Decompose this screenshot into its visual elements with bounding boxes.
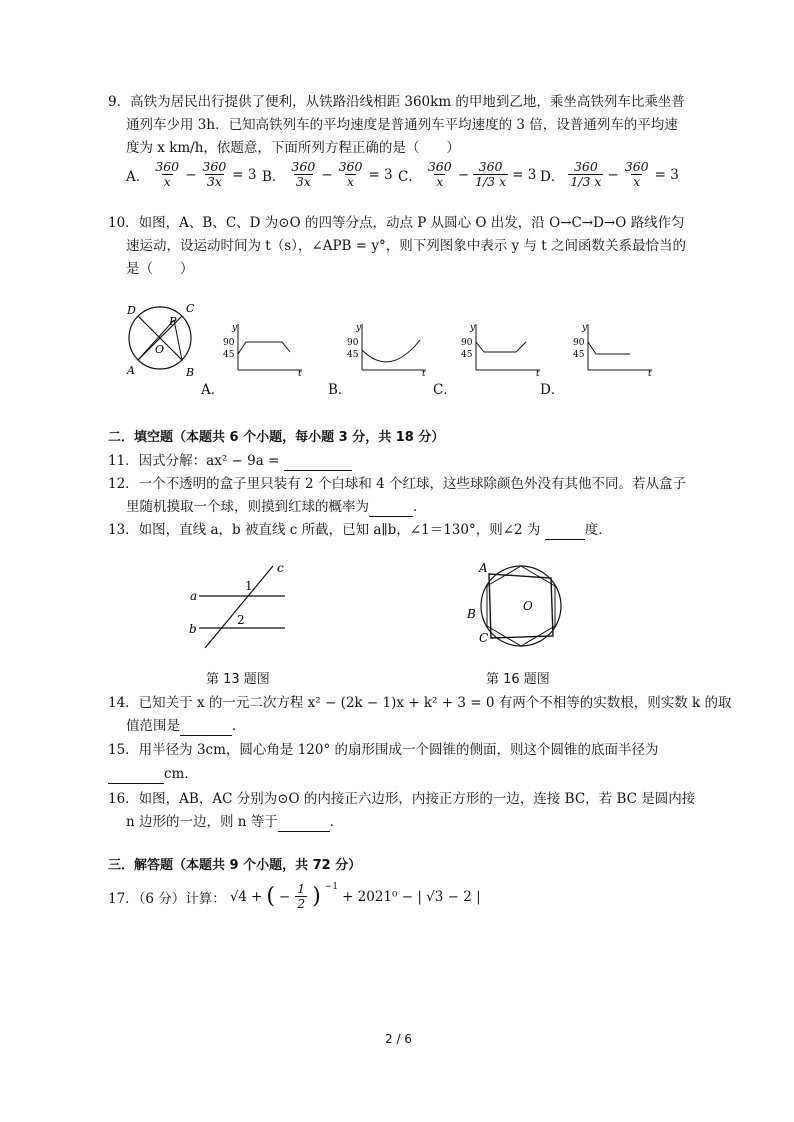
q17: 17．（6 分）计算： √4 + ( − $\frac{1}{2}$ ) $^{-1}$ + 2021⁰ − | √3 − 2 | <box>108 881 481 911</box>
svg-text:45: 45 <box>223 350 235 360</box>
q14-line1: 14．已知关于 x 的一元二次方程 x² − (2k − 1)x + k² + 3 = 0 有两个不相等的实数根，则实数 k 的取 <box>108 695 732 711</box>
q13-blank <box>545 525 585 540</box>
q11-blank <box>284 456 352 471</box>
svg-text:a: a <box>190 589 198 603</box>
q16-blank <box>278 817 330 832</box>
svg-text:C: C <box>479 631 489 645</box>
q10-circle-figure <box>118 298 208 380</box>
q16-figure <box>465 558 575 658</box>
page-number: 2 / 6 <box>385 1032 412 1046</box>
q10-choice-a: A． <box>201 382 225 398</box>
q12-blank <box>369 502 413 517</box>
q10-line2: 速运动，设运动时间为 t（s），∠APB = y°，则下列图象中表示 y 与 t 之间函数关系最恰当的 <box>126 238 686 254</box>
svg-text:t: t <box>648 369 652 376</box>
q10-choice-b: B． <box>328 382 352 398</box>
q9-line3: 度为 x km/h，依题意，下面所列方程正确的是（ ） <box>126 140 460 156</box>
svg-text:b: b <box>189 622 197 636</box>
label-b: B <box>186 366 195 379</box>
q10-graph-a <box>220 320 304 376</box>
label-a: A <box>127 364 135 377</box>
q16-line1: 16．如图，AB，AC 分别为⊙O 的内接正六边形，内接正方形的一边，连接 BC，若 BC 是圆内接 <box>108 791 696 807</box>
q10-graph-d <box>570 320 654 376</box>
q15-blank <box>108 769 164 784</box>
svg-text:90: 90 <box>461 338 473 348</box>
q11: 11．因式分解：ax² − 9a = <box>108 451 352 471</box>
q10-line3: 是（ ） <box>126 261 194 277</box>
svg-text:45: 45 <box>347 350 359 360</box>
svg-text:y: y <box>470 323 476 333</box>
svg-text:90: 90 <box>223 338 235 348</box>
q9-option-b: B． $\frac{360}{3x}$ − $\frac{360}{x}$ = 3 <box>262 159 393 189</box>
svg-text:90: 90 <box>347 338 359 348</box>
q10-choice-c: C． <box>433 382 457 398</box>
svg-text:2: 2 <box>237 613 245 627</box>
svg-text:c: c <box>277 561 284 575</box>
svg-text:t: t <box>298 369 302 376</box>
q10-graph-c <box>458 320 542 376</box>
svg-text:t: t <box>536 369 540 376</box>
svg-text:90: 90 <box>573 338 585 348</box>
q9-option-c: C． $\frac{360}{x}$ − $\frac{360}{1/3 x}$ = 3 <box>398 159 537 189</box>
q13-figure <box>185 560 295 652</box>
svg-text:B: B <box>467 607 476 621</box>
q15-line1: 15．用半径为 3cm，圆心角是 120° 的扇形围成一个圆锥的侧面，则这个圆锥的底面半径为 <box>108 742 659 758</box>
q13-caption: 第 13 题图 <box>206 672 270 687</box>
svg-text:y: y <box>582 323 588 333</box>
q10-choice-d: D． <box>540 382 565 398</box>
label-p: P <box>169 315 177 328</box>
svg-text:t: t <box>422 369 426 376</box>
svg-text:y: y <box>232 323 238 333</box>
svg-text:45: 45 <box>461 350 473 360</box>
svg-text:O: O <box>523 599 533 613</box>
q9-line2: 通列车少用 3h．已知高铁列车的平均速度是普通列车平均速度的 3 倍，设普通列车的平均速 <box>126 117 678 133</box>
label-d: D <box>127 304 136 317</box>
q9-line1: 9．高铁为居民出行提供了便利，从铁路沿线相距 360km 的甲地到乙地，乘坐高铁列车比乘坐普 <box>108 94 685 110</box>
q16-line2: n 边形的一边，则 n 等于 ． <box>126 814 344 830</box>
label-c: C <box>186 302 195 315</box>
q13: 13．如图，直线 a，b 被直线 c 所截，已知 a∥b，∠1＝130°，则∠2 为 度． <box>108 522 612 538</box>
section-answer-title: 三．解答题（本题共 9 个小题，共 72 分） <box>108 858 362 873</box>
q14-blank <box>180 721 232 736</box>
q9-option-d: D． $\frac{360}{1/3 x}$ − $\frac{360}{x}$ = 3 <box>540 159 679 189</box>
svg-text:1: 1 <box>245 579 253 593</box>
q15-line2: cm． <box>108 764 198 784</box>
svg-text:45: 45 <box>573 350 585 360</box>
q12-line2: 里随机摸取一个球，则摸到红球的概率为 ． <box>126 499 427 515</box>
q12-line1: 12．一个不透明的盒子里只装有 2 个白球和 4 个红球，这些球除颜色外没有其他不同。若从盒子 <box>108 476 687 492</box>
q16-caption: 第 16 题图 <box>486 672 550 687</box>
section-fill-in-title: 二．填空题（本题共 6 个小题，每小题 3 分，共 18 分） <box>108 430 445 445</box>
label-o: O <box>155 343 165 356</box>
q10-line1: 10．如图，A、B、C、D 为⊙O 的四等分点，动点 P 从圆心 O 出发，沿 O→C→D→O 路线作匀 <box>108 215 685 231</box>
svg-text:y: y <box>356 323 362 333</box>
q10-graph-b <box>344 320 428 376</box>
q9-option-a: A． $\frac{360}{x}$ − $\frac{360}{3x}$ = 3 <box>126 159 257 189</box>
svg-text:A: A <box>479 561 488 575</box>
q14-line2: 值范围是 ． <box>126 718 246 734</box>
